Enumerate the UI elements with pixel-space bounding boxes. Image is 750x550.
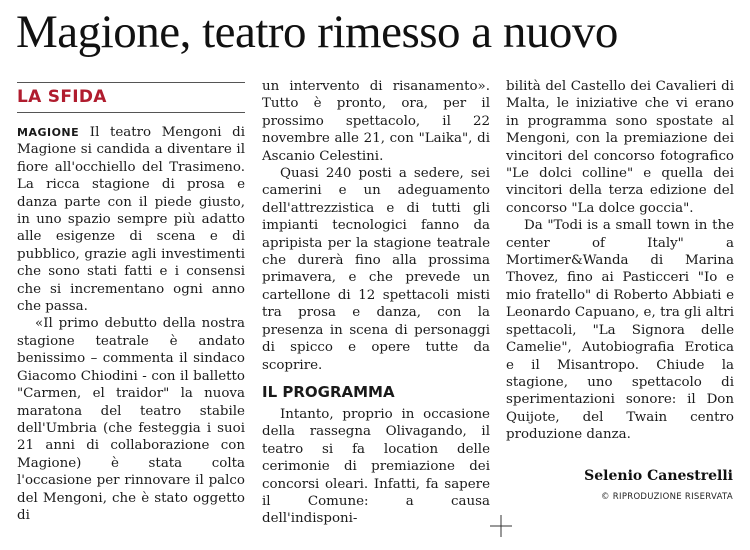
author-signature: Selenio Canestrelli (584, 468, 733, 484)
column-2-paragraph-1: un intervento di risanamento». Tutto è pronto, ora, per il prossimo spettacolo, il 22 novembre alle 21, con "Laika", di Ascanio Celestini. (262, 79, 490, 164)
column-3-paragraph-2: Da "Todi is a small town in the center of Italy" a Mortimer&Wanda di Marina Thovez, fino ai Pasticceri "Io e mio fratello" di Roberto Abbiati e Leonardo Capuano, e, tra gli altri spettacoli, "La Signora delle Camelie", Autobiografia Erotica e il Misantropo. Chiude la stagione, uno spettacolo di sperimentazioni sonore: il Don Quijote, del Twain centro produzione danza. (506, 218, 734, 443)
article-column-3 (506, 78, 734, 444)
kicker-bottom-rule (17, 112, 245, 113)
kicker-top-rule (17, 82, 245, 83)
column-3-paragraph-1: bilità del Castello dei Cavalieri di Malta, le iniziative che vi erano in programma sono spostate al Mengoni, con la premiazione dei vincitori del concorso fotografico "Le dolci colline" e quella dei vincitori della terza edizione del concorso "La dolce goccia". (506, 79, 734, 216)
column-2-paragraph-3: Intanto, proprio in occasione della rassegna Olivagando, il teatro si fa location delle cerimonie di premiazione dei concorsi oleari. Infatti, fa sapere il Comune: a causa dell'indisponi- (262, 406, 490, 527)
crop-mark-icon (490, 515, 512, 537)
copyright-notice: © RIPRODUZIONE RISERVATA (601, 492, 733, 502)
headline: Magione, teatro rimesso a nuovo (16, 6, 618, 58)
section-subhead: IL PROGRAMMA (262, 382, 395, 401)
dateline: MAGIONE (17, 126, 80, 139)
column-1-paragraph-2: «Il primo debutto della nostra stagione teatrale è andato benissimo – commenta il sindaco Giacomo Chiodini - con il balletto "Carmen, el traidor" la nuova maratona del teatro stabile dell'Umbria (che festeggia i suoi 21 anni di collaborazione con Magione) è stata colta l'occasione per rinnovare il palco del Mengoni, che è stato oggetto di (17, 316, 245, 523)
column-2-paragraph-2: Quasi 240 posti a sedere, sei camerini e un adeguamento dell'attrezzistica e di tutti gli impianti tecnologici fanno da apripista per la stagione teatrale che durerà fino alla prossima primavera, e che prevede un cartellone di 12 spettacoli misti tra prosa e danza, con la presenza in scena di personaggi di spicco e opere tutte da scoprire. (262, 166, 490, 373)
section-kicker: LA SFIDA (17, 87, 107, 107)
article-column-2 (262, 78, 490, 528)
column-1-paragraph-1-text: Il teatro Mengoni di Magione si candida a diventare il fiore all'occhiello del Trasimeno. La ricca stagione di prosa e danza parte con il piede giusto, in uno spazio sempre più adatto alle esigenze di scena e di pubblico, grazie agli investimenti che sono stati fatti e i consensi che si incrementano ogni anno che passa. (17, 125, 245, 315)
column-1-paragraph-1 (17, 124, 245, 315)
